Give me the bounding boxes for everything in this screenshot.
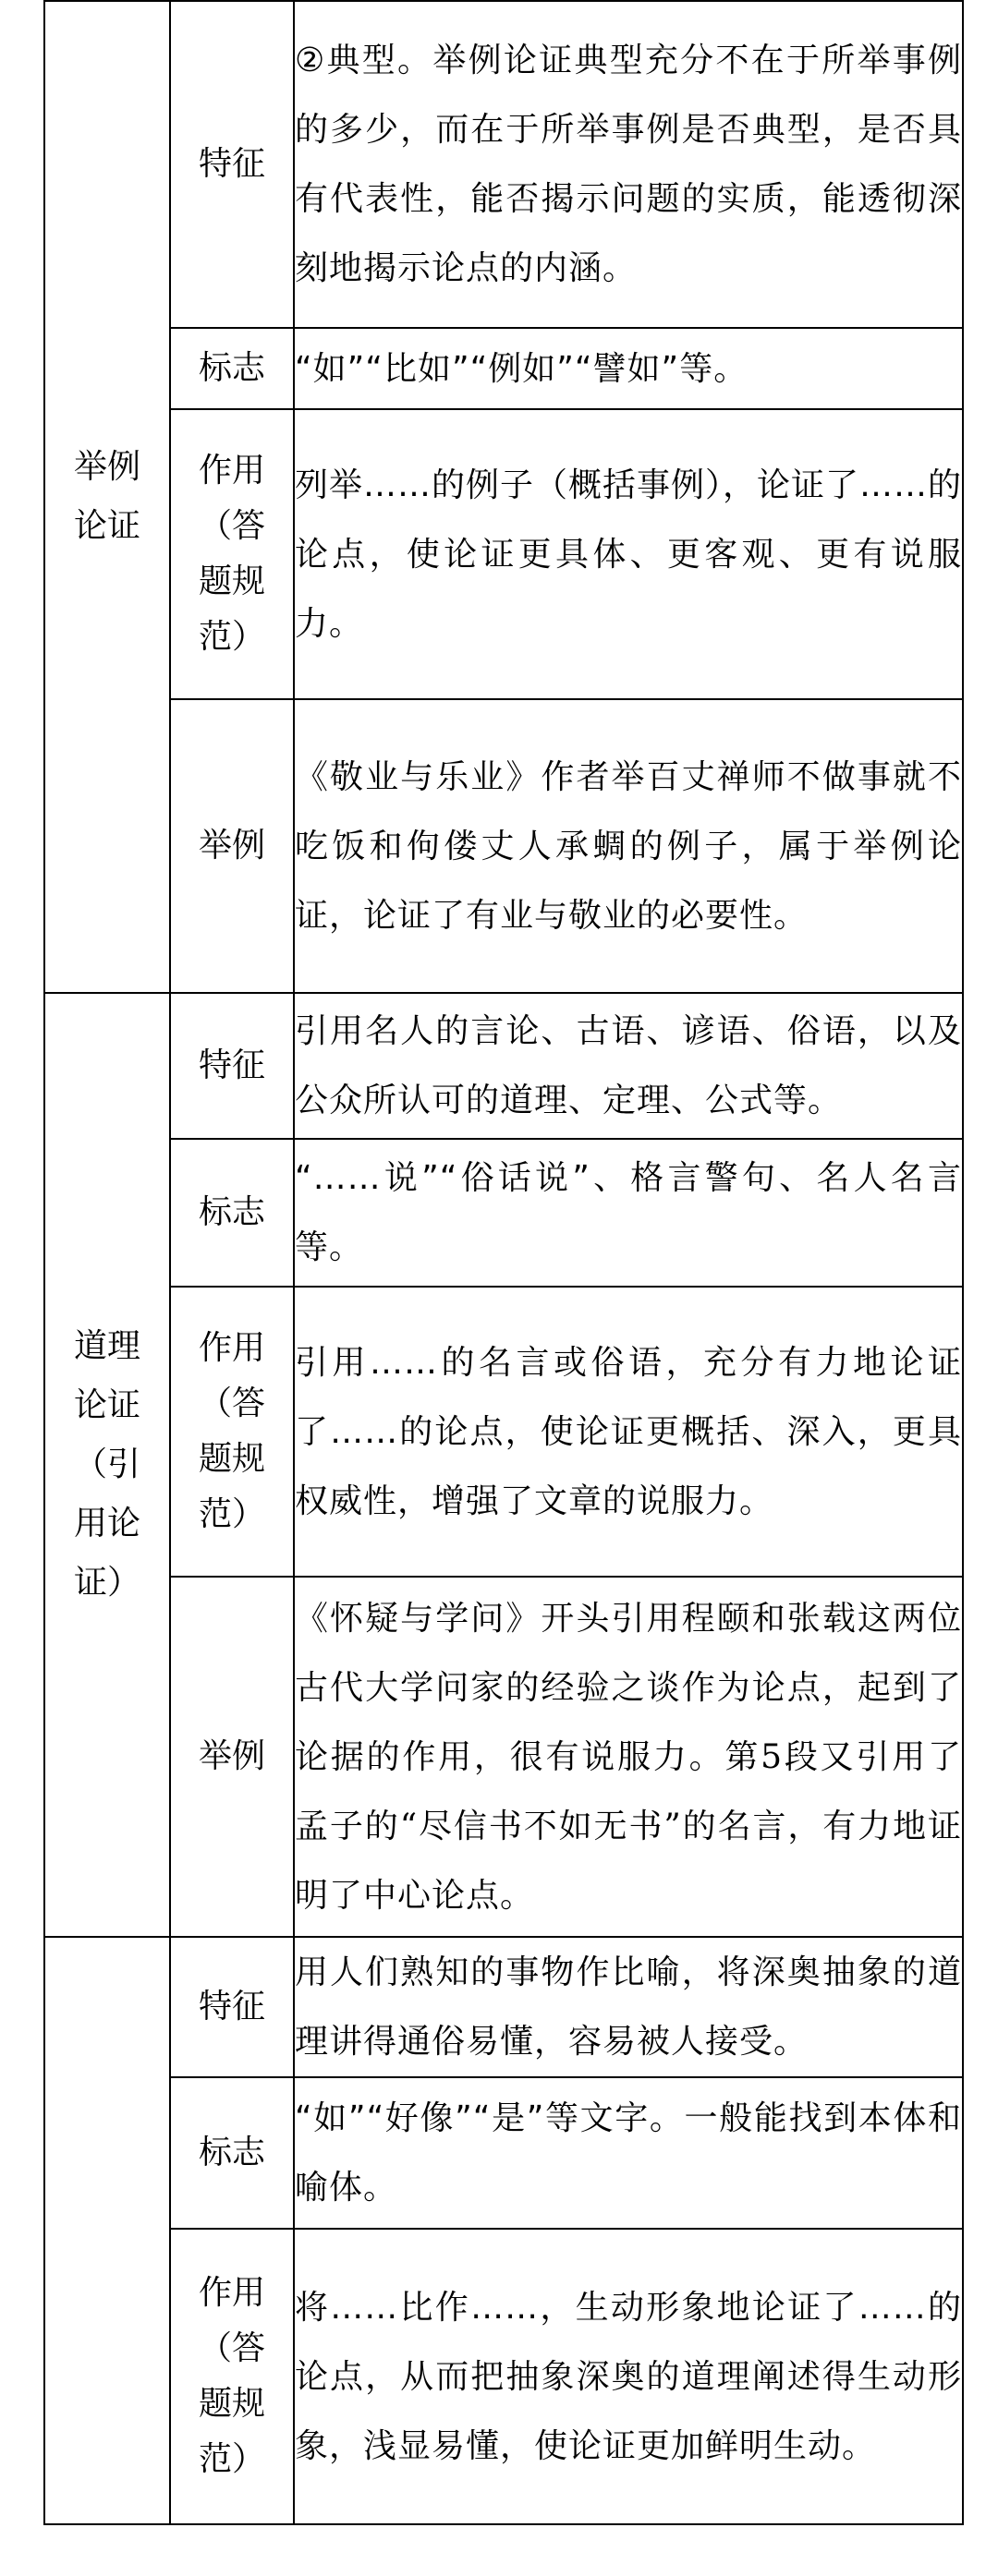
table-row (44, 1287, 963, 1577)
row-content: 《怀疑与学问》开头引用程颐和张载这两位古代大学问家的经验之谈作为论点，起到了论据的作用，很有说服力。第5段又引用了孟子的“尽信书不如无书”的名言，有力地证明了中心论点。 (294, 1577, 963, 1937)
row-label-cell (170, 1937, 294, 2077)
row-label-cell (170, 1287, 294, 1577)
table-row (44, 1937, 963, 2077)
row-content: 用人们熟知的事物作比喻，将深奥抽象的道理讲得通俗易懂，容易被人接受。 (294, 1937, 963, 2077)
row-label: 举例 (198, 827, 265, 865)
table-row (44, 1139, 963, 1287)
category-cell (44, 1937, 170, 2524)
row-label: 特征 (198, 1046, 265, 1084)
row-content: 引用……的名言或俗语，充分有力地论证了……的论点，使论证更概括、深入，更具权威性，增强了文章的说服力。 (294, 1287, 963, 1577)
row-content: 《敬业与乐业》作者举百丈禅师不做事就不吃饭和佝偻丈人承蜩的例子，属于举例论证，论证了有业与敬业的必要性。 (294, 699, 963, 993)
table-row (44, 2229, 963, 2524)
row-content: 列举……的例子（概括事例），论证了……的论点，使论证更具体、更客观、更有说服力。 (294, 409, 963, 699)
category-label: 举例论证 (73, 448, 140, 545)
row-label: 作用（答题规范） (198, 1329, 265, 1533)
table-row (44, 328, 963, 409)
row-content: “如”“好像”“是”等文字。一般能找到本体和喻体。 (294, 2077, 963, 2229)
row-label-cell (170, 409, 294, 699)
category-cell (44, 1, 170, 993)
row-content: 将……比作……，生动形象地论证了……的论点，从而把抽象深奥的道理阐述得生动形象，浅显易懂，使论证更加鲜明生动。 (294, 2229, 963, 2524)
row-label: 特征 (198, 1988, 265, 2026)
row-label: 标志 (198, 1193, 265, 1231)
row-label: 标志 (198, 2134, 265, 2171)
row-label-cell (170, 699, 294, 993)
table-row (44, 1, 963, 328)
table-row (44, 993, 963, 1139)
row-label: 作用（答题规范） (198, 452, 265, 656)
table-row (44, 1577, 963, 1937)
row-label-cell (170, 328, 294, 409)
row-content: “……说”“俗话说”、格言警句、名人名言等。 (294, 1139, 963, 1287)
row-label-cell (170, 1, 294, 328)
row-label-cell (170, 1577, 294, 1937)
argument-methods-table (43, 0, 964, 2525)
row-label-cell (170, 2077, 294, 2229)
row-label: 举例 (198, 1737, 265, 1775)
category-label: 道理论证（引用论证） (73, 1327, 140, 1602)
row-label: 标志 (198, 349, 265, 387)
table-row (44, 2077, 963, 2229)
row-label-cell (170, 1139, 294, 1287)
table-row (44, 699, 963, 993)
row-label-cell (170, 2229, 294, 2524)
table-row (44, 409, 963, 699)
row-label-cell (170, 993, 294, 1139)
row-content: ②典型。举例论证典型充分不在于所举事例的多少，而在于所举事例是否典型，是否具有代表性，能否揭示问题的实质，能透彻深刻地揭示论点的内涵。 (294, 1, 963, 328)
category-cell (44, 993, 170, 1937)
row-content: “如”“比如”“例如”“譬如”等。 (294, 328, 963, 409)
row-label: 特征 (198, 145, 265, 183)
row-content: 引用名人的言论、古语、谚语、俗语，以及公众所认可的道理、定理、公式等。 (294, 993, 963, 1139)
row-label: 作用（答题规范） (198, 2274, 265, 2478)
